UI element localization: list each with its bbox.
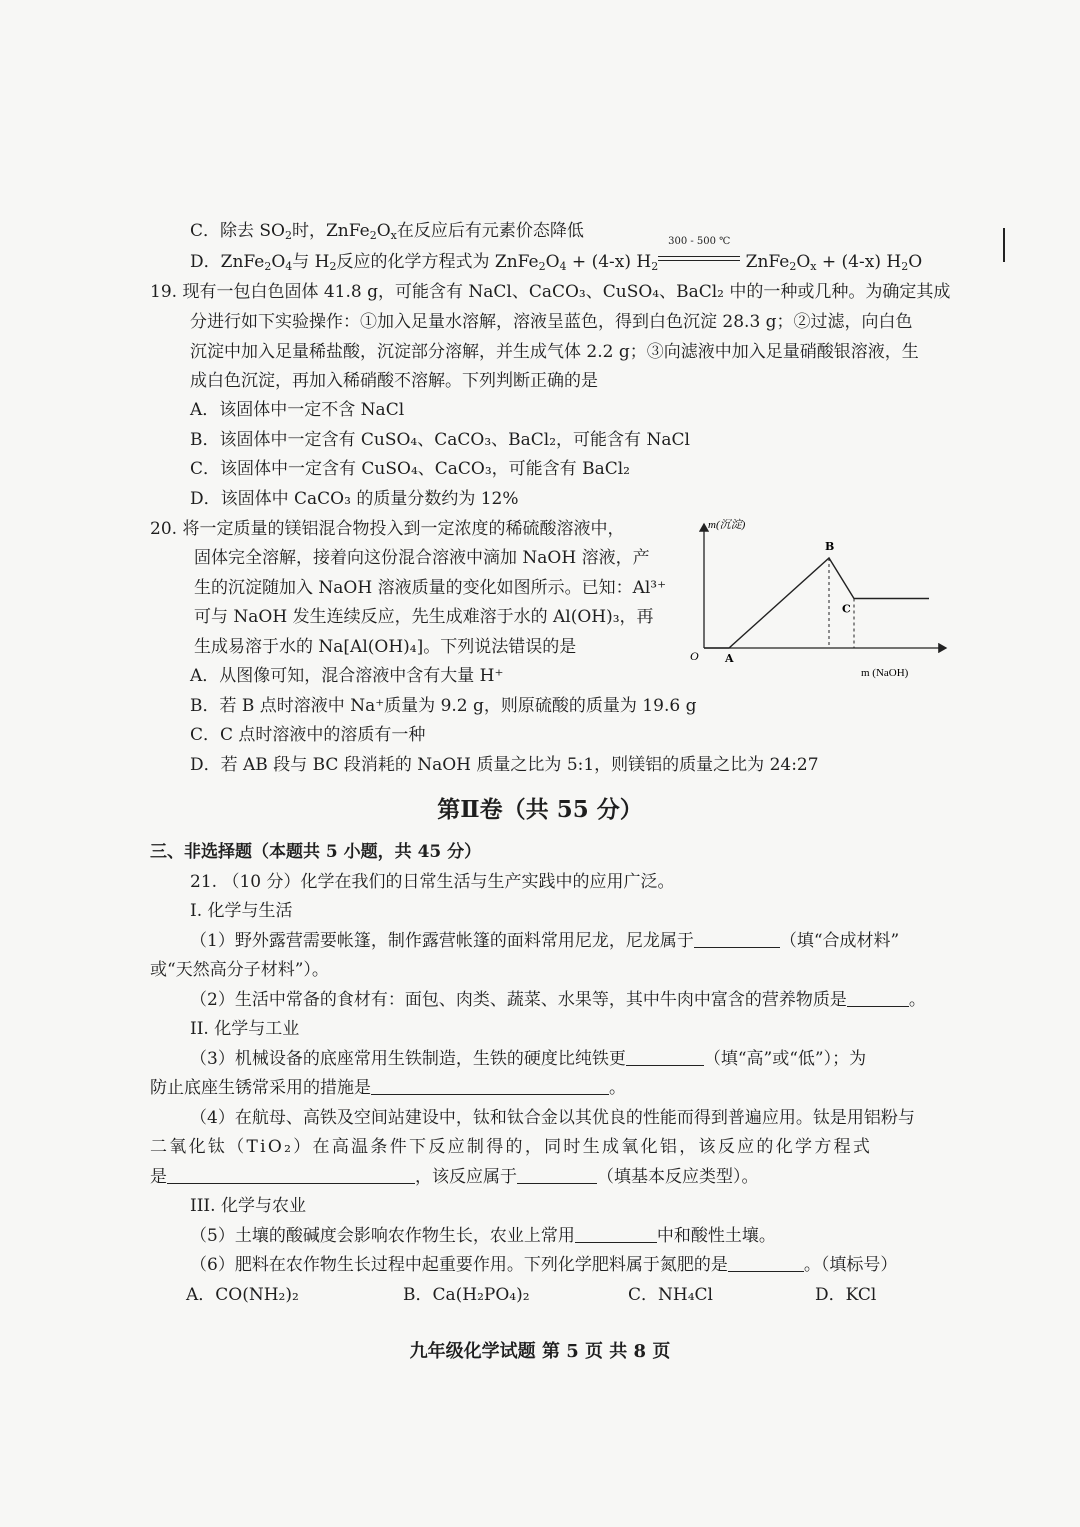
q21-heading-1: I. 化学与生活 (190, 901, 293, 921)
q19-stem-line2: 分进行如下实验操作：①加入足量水溶解，溶液呈蓝色，得到白色沉淀 28.3 g；②过滤，向白色 (190, 312, 913, 332)
answer-blank[interactable] (694, 931, 780, 948)
q19-option-c: C．该固体中一定含有 CuSO₄、CaCO₃，可能含有 BaCl₂ (190, 459, 630, 479)
q21-part2: （2）生活中常备的食材有：面包、肉类、蔬菜、水果等，其中牛肉中富含的营养物质是 。 (190, 990, 926, 1010)
q19-option-b: B．该固体中一定含有 CuSO₄、CaCO₃、BaCl₂，可能含有 NaCl (190, 430, 690, 450)
q19-stem-line4: 成白色沉淀，再加入稀硝酸不溶解。下列判断正确的是 (190, 371, 598, 391)
q20-option-b: B．若 B 点时溶液中 Na⁺质量为 9.2 g，则原硫酸的质量为 19.6 g (190, 696, 697, 716)
q21-part4-line3: 是 ，该反应属于 （填基本反应类型）。 (150, 1167, 759, 1187)
answer-blank[interactable] (167, 1167, 415, 1184)
y-axis-label: m(沉淀) (708, 519, 746, 531)
q21-part4-line2: 二氧化钛（TiO₂）在高温条件下反应制得的，同时生成氧化铝，该反应的化学方程式 (150, 1137, 873, 1157)
answer-blank[interactable] (626, 1049, 704, 1066)
part2-title: 第Ⅱ卷（共 55 分） (437, 796, 643, 823)
q19-option-a: A．该固体中一定不含 NaCl (190, 400, 405, 420)
answer-blank[interactable] (371, 1078, 609, 1095)
point-label-c: C (842, 602, 851, 616)
margin-mark (1003, 228, 1005, 262)
q20-stem-line4: 可与 NaOH 发生连续反应，先生成难溶于水的 Al(OH)₃，再 (194, 607, 654, 627)
q21-option-c: C．NH₄Cl (628, 1285, 713, 1305)
q21-part1-line2: 或“天然高分子材料”）。 (150, 960, 329, 980)
answer-blank[interactable] (575, 1226, 657, 1243)
q21-option-b: B．Ca(H₂PO₄)₂ (403, 1285, 530, 1305)
point-label-b: B (825, 540, 835, 553)
q21-part6: （6）肥料在农作物生长过程中起重要作用。下列化学肥料属于氮肥的是 。（填标号） (190, 1255, 898, 1275)
q21-heading-3: III. 化学与农业 (190, 1196, 306, 1216)
page-footer: 九年级化学试题 第 5 页 共 8 页 (409, 1341, 671, 1362)
q19-stem-line3: 沉淀中加入足量稀盐酸，沉淀部分溶解，并生成气体 2.2 g；③向滤液中加入足量硝酸银溶液，生 (190, 342, 919, 362)
q18-option-d: D．$ZnFe_2O_4$与 $H_2$反应的化学方程式为 $ZnFe_2O_4 + (4-x)$ $H_2$ 300 - 500 ℃ $ZnFe_2O_x + (4-x)$ $H_2O$ (190, 236, 923, 273)
precipitate-series-line (704, 558, 929, 648)
q19-stem-line1: 19. 现有一包白色固体 41.8 g，可能含有 NaCl、CaCO₃、CuSO₄、BaCl₂ 中的一种或几种。为确定其成 (150, 282, 951, 302)
q21-part3-line2: 防止底座生锈常采用的措施是 。 (150, 1078, 626, 1098)
q21-part1-line1: （1）野外露营需要帐篷，制作露营帐篷的面料常用尼龙，尼龙属于 （填“合成材料” (190, 931, 900, 951)
answer-blank[interactable] (728, 1255, 804, 1272)
q21-part3-line1: （3）机械设备的底座常用生铁制造，生铁的硬度比纯铁更 （填“高”或“低”）；为 (190, 1049, 867, 1069)
q19-option-d: D．该固体中 CaCO₃ 的质量分数约为 12% (190, 489, 519, 509)
q20-stem-line2: 固体完全溶解，接着向这份混合溶液中滴加 NaOH 溶液，产 (194, 548, 650, 568)
q21-option-d: D．KCl (815, 1285, 877, 1305)
q20-option-c: C．C 点时溶液中的溶质有一种 (190, 725, 426, 745)
x-axis-label: m (NaOH) (861, 667, 909, 679)
q20-stem-line1: 20. 将一定质量的镁铝混合物投入到一定浓度的稀硫酸溶液中， (150, 519, 625, 539)
point-label-a: A (725, 652, 734, 665)
q20-stem-line5: 生成易溶于水的 Na[Al(OH)₄]。下列说法错误的是 (194, 637, 577, 657)
answer-blank[interactable] (517, 1167, 597, 1184)
q20-option-a: A．从图像可知，混合溶液中含有大量 H⁺ (190, 666, 504, 686)
q20-option-d: D．若 AB 段与 BC 段消耗的 NaOH 质量之比为 5:1，则镁铝的质量之比为 24:27 (190, 755, 819, 775)
q18-option-c: C．除去 $SO_2$时，$ZnFe_2O_x$在反应后有元素价态降低 (190, 221, 584, 242)
origin-label: O (690, 649, 699, 663)
q21-part4-line1: （4）在航母、高铁及空间站建设中，钛和钛合金以其优良的性能而得到普遍应用。钛是用铝粉与 (190, 1108, 915, 1128)
section3-title: 三、非选择题（本题共 5 小题，共 45 分） (150, 842, 482, 862)
precipitate-mass-chart (686, 512, 956, 684)
answer-blank[interactable] (847, 990, 909, 1007)
q21-heading-2: II. 化学与工业 (190, 1019, 300, 1039)
q20-stem-line3: 生的沉淀随加入 NaOH 溶液质量的变化如图所示。已知：Al³⁺ (194, 578, 667, 598)
q21-intro: 21. （10 分）化学在我们的日常生活与生产实践中的应用广泛。 (190, 872, 675, 892)
q21-part5: （5）土壤的酸碱度会影响农作物生长，农业上常用 中和酸性土壤。 (190, 1226, 776, 1246)
reaction-condition-arrow: 300 - 500 ℃ (658, 252, 740, 266)
q21-option-a: A．CO(NH₂)₂ (186, 1285, 299, 1305)
